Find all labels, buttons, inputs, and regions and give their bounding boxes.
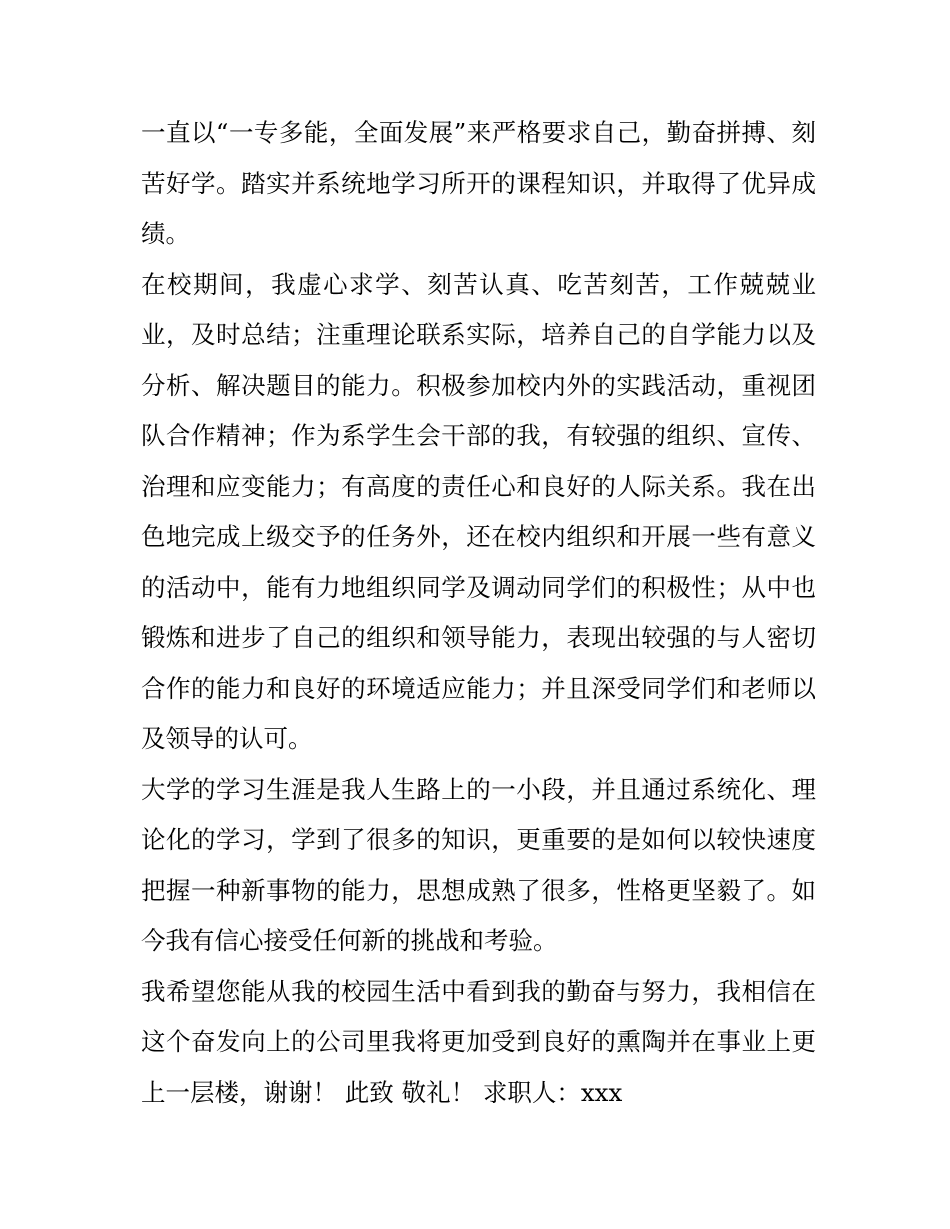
- paragraph-study: 一直以“一专多能，全面发展”来严格要求自己，勤奋拼搏、刻苦好学。踏实并系统地学习所开的课程知识，并取得了优异成绩。: [141, 118, 816, 248]
- letter-body: [141, 108, 816, 1118]
- paragraph-closing: 我希望您能从我的校园生活中看到我的勤奋与努力，我相信在这个奋发向上的公司里我将更加受到良好的熏陶并在事业上更上一层楼，谢谢！ 此致 敬礼！ 求职人：xxx: [141, 976, 816, 1107]
- paragraph-campus-life: 在校期间，我虚心求学、刻苦认真、吃苦刻苦，工作兢兢业业，及时总结；注重理论联系实际，培养自己的自学能力以及分析、解决题目的能力。积极参加校内外的实践活动，重视团队合作精神；作为系学生会干部的我，有较强的组织、宣传、治理和应变能力；有高度的责任心和良好的人际关系。我在出色地完成上级交予的任务外，还在校内组织和开展一些有意义的活动中，能有力地组织同学及调动同学们的积极性；从中也锻炼和进步了自己的组织和领导能力，表现出较强的与人密切合作的能力和良好的环境适应能力；并且深受同学们和老师以及领导的认可。: [141, 269, 816, 753]
- paragraph-university-growth: 大学的学习生涯是我人生路上的一小段，并且通过系统化、理论化的学习，学到了很多的知识，更重要的是如何以较快速度把握一种新事物的能力，思想成熟了很多，性格更坚毅了。如今我有信心接受任何新的挑战和考验。: [141, 774, 816, 955]
